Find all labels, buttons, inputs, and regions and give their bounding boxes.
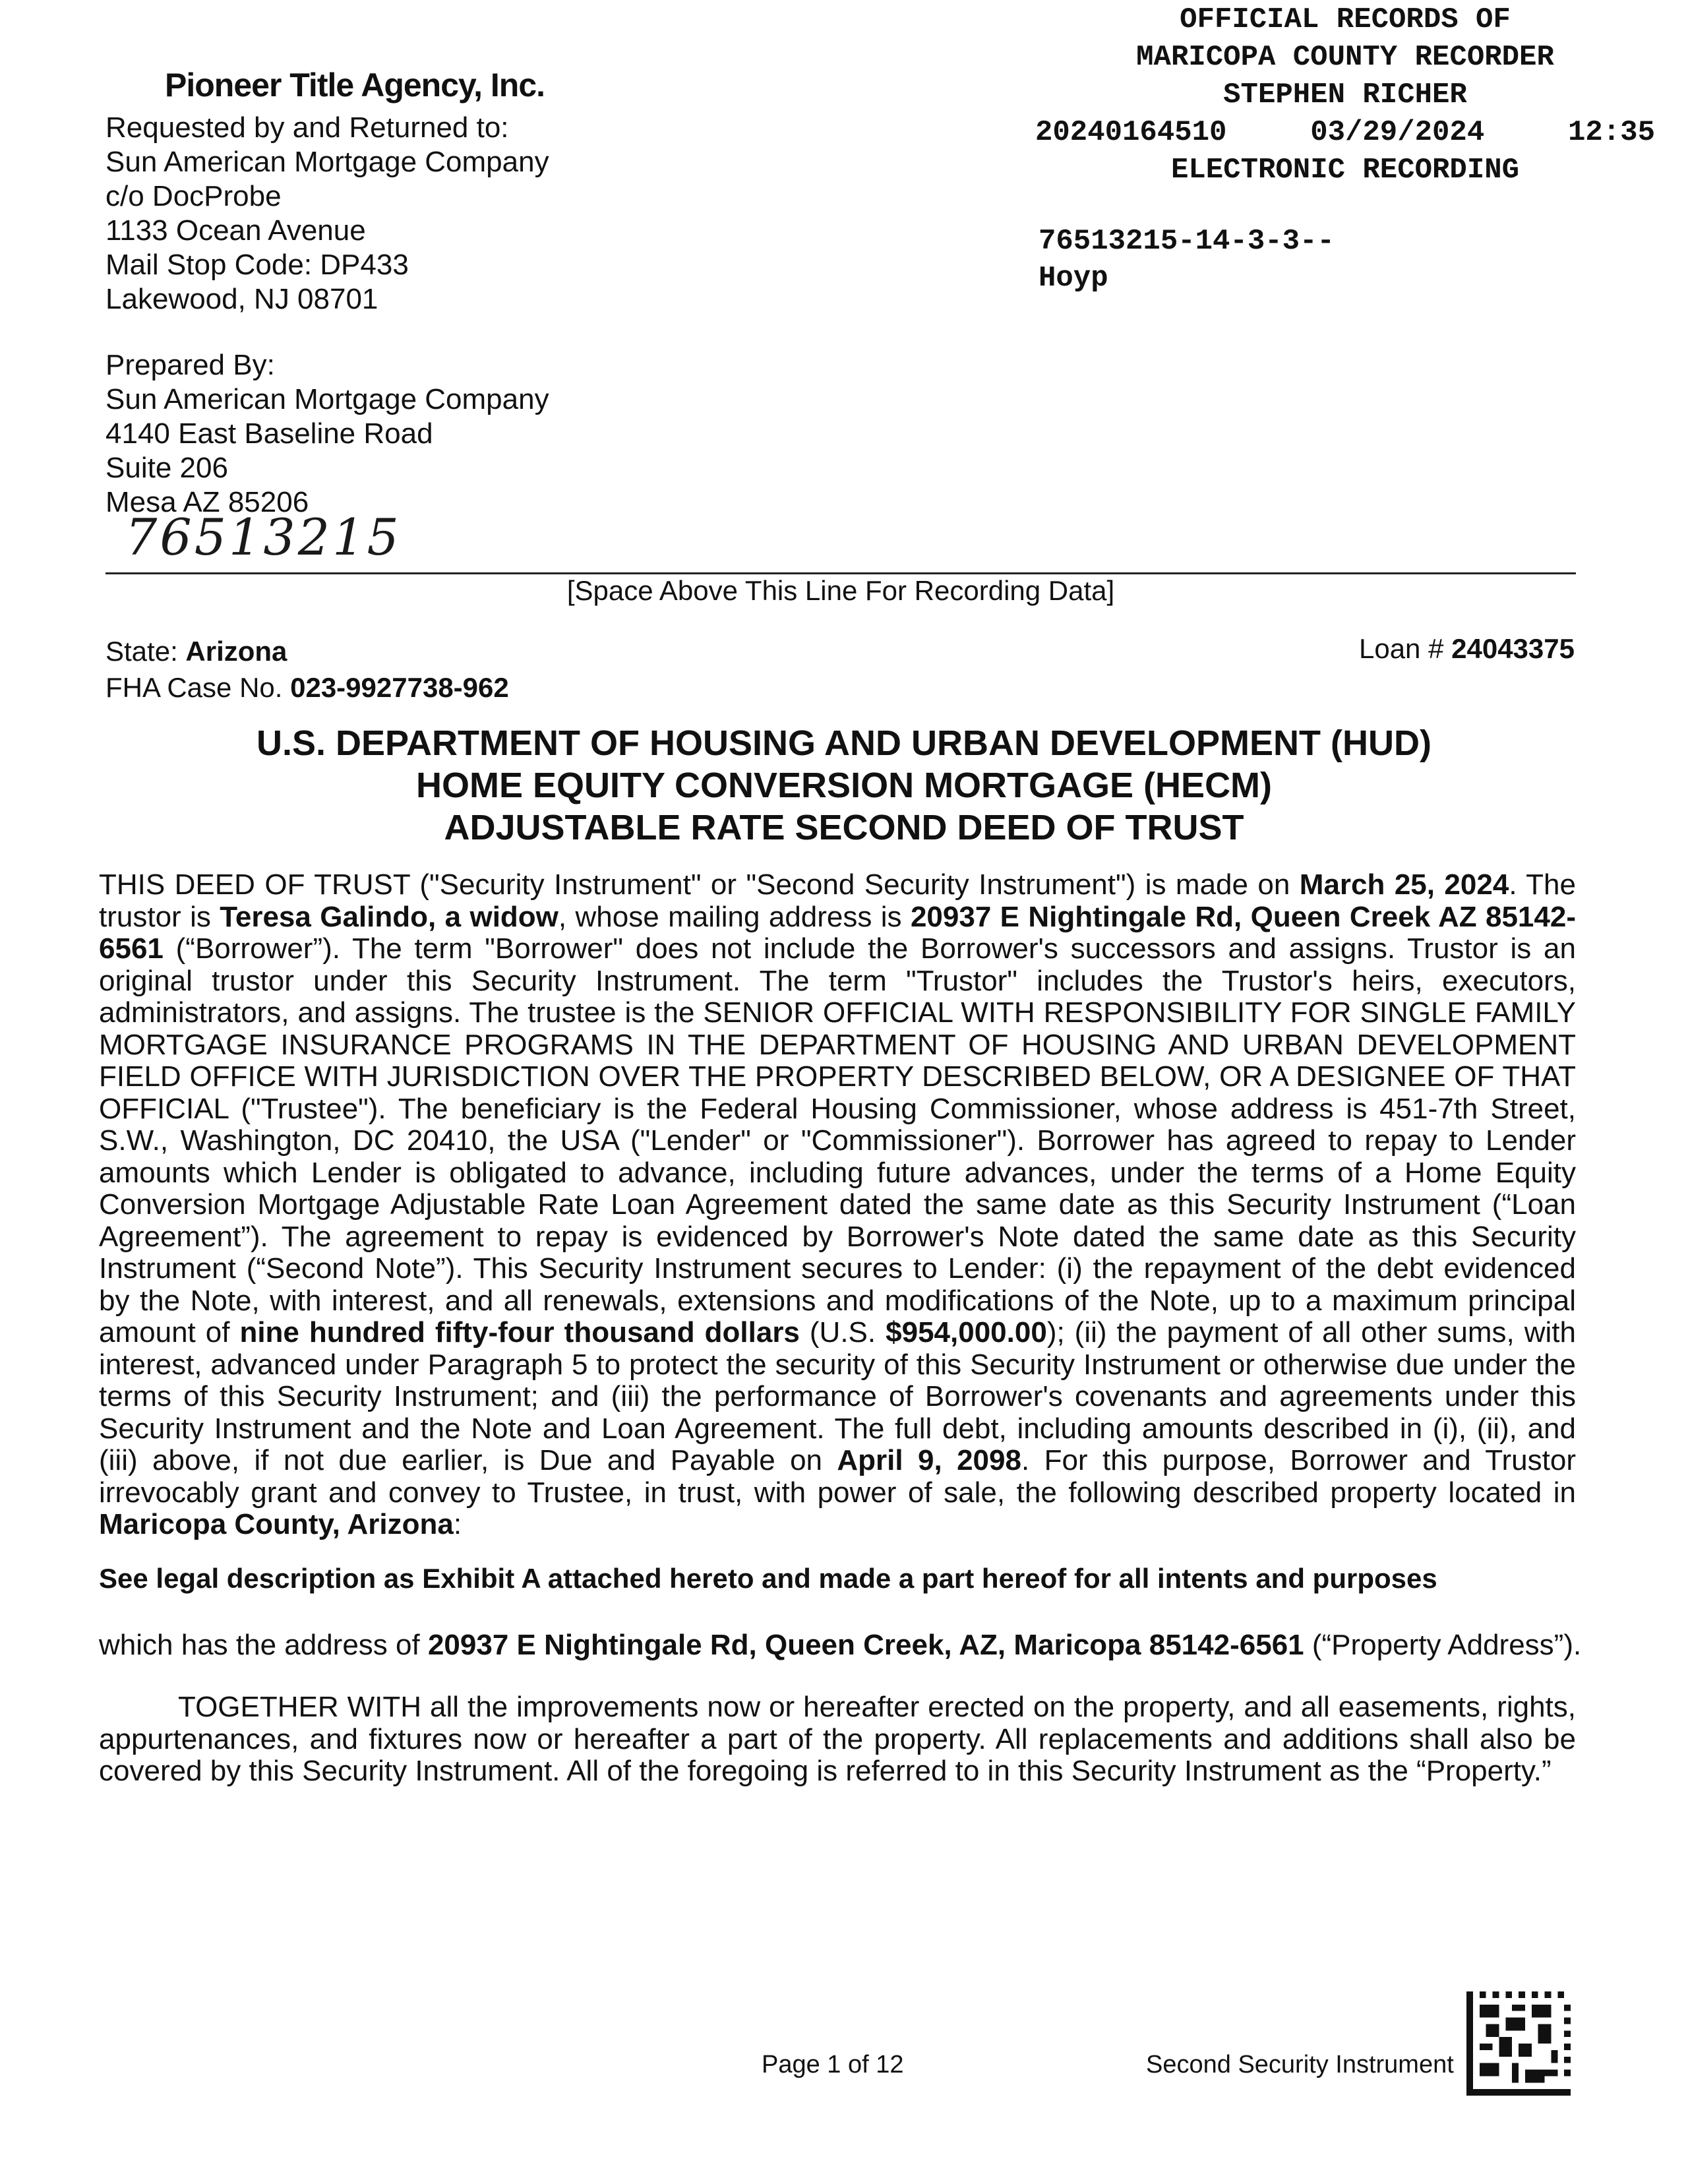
returned-to-line: Requested by and Returned to: bbox=[106, 111, 509, 144]
returned-to-line: Sun American Mortgage Company bbox=[106, 146, 549, 178]
returned-to-line: c/o DocProbe bbox=[106, 180, 282, 212]
fha-label: FHA Case No. bbox=[106, 672, 291, 703]
document-number: 20240164510 bbox=[1035, 116, 1227, 149]
body-text: , whose mailing address is bbox=[558, 900, 911, 933]
state-fha-block bbox=[106, 633, 509, 706]
returned-to-line: Mail Stop Code: DP433 bbox=[106, 249, 409, 281]
trustor-name: Teresa Galindo, a widow bbox=[220, 900, 558, 933]
agency-name: Pioneer Title Agency, Inc. bbox=[165, 67, 545, 104]
body-text: which has the address of bbox=[99, 1629, 428, 1661]
due-date: April 9, 2098 bbox=[837, 1444, 1021, 1476]
county: Maricopa County, Arizona bbox=[99, 1508, 454, 1540]
body-text: . For this purpose, Borrower and Trustor irrevocably grant and convey to Trustee, in trust, with power of sale, the following described property located in bbox=[99, 1444, 1576, 1509]
state-line bbox=[106, 633, 509, 669]
prepared-by-line: Sun American Mortgage Company bbox=[106, 383, 549, 415]
body-text: . The trustor is bbox=[99, 868, 1576, 933]
recorder-line: ELECTRONIC RECORDING bbox=[1170, 154, 1520, 187]
fha-line bbox=[106, 669, 509, 706]
amount-numeric: $954,000.00 bbox=[886, 1316, 1047, 1349]
body-text: : bbox=[453, 1508, 462, 1540]
handwritten-file-number: 76513215 bbox=[125, 508, 402, 566]
body-text: (U.S. bbox=[799, 1316, 886, 1349]
recorder-stamp bbox=[1035, 1, 1655, 189]
body-text: (“Borrower”). The term "Borrower" does not include the Borrower's successors and assigns. Trustor is an original trustor under this Security Instrument. The term "Trustor" includes the Trustor's heirs, executors, administrators, and assigns. The trustee is the SENIOR OFFICIAL WITH RESPONSIBILITY FOR SINGLE FAMILY MORTGAGE INSURANCE PROGRAMS IN THE DEPARTMENT OF HOUSING AND URBAN DEVELOPMENT FIELD OFFICE WITH JURISDICTION OVER THE PROPERTY DESCRIBED BELOW, OR A DESIGNEE OF THAT OFFICIAL ("Trustee"). The beneficiary is the Federal Housing Commissioner, whose address is 451-7th Street, S.W., Washington, DC 20410, the USA ("Lender" or "Commissioner"). Borrower has agreed to repay to Lender amounts which Lender is obligated to advance, including future advances, under the terms of a Home Equity Conversion Mortgage Adjustable Rate Loan Agreement dated the same date as this Security Instrument (“Loan Agreement”). The agreement to repay is evidenced by Borrower's Note dated the same date as this Security Instrument (“Second Note”). This Security Instrument secures to Lender: (i) the repayment of the debt evidenced by the Note, with interest, and all renewals, extensions and modifications of the Note, up to a maximum principal amount of bbox=[99, 932, 1576, 1349]
body-text: (“Property Address”). bbox=[1304, 1629, 1582, 1661]
recording-date: 03/29/2024 bbox=[1310, 116, 1485, 149]
recorder-line: STEPHEN RICHER bbox=[1223, 78, 1467, 111]
title-line: HOME EQUITY CONVERSION MORTGAGE (HECM) bbox=[415, 766, 1273, 805]
returned-to-block bbox=[106, 111, 549, 317]
together-with-paragraph bbox=[99, 1691, 1576, 1788]
recording-time: 12:35 bbox=[1567, 116, 1655, 149]
reference-number: 76513215-14-3-3-- bbox=[1039, 225, 1335, 258]
property-address: 20937 E Nightingale Rd, Queen Creek, AZ, Maricopa 85142-6561 bbox=[427, 1629, 1304, 1661]
returned-to-line: 1133 Ocean Avenue bbox=[106, 214, 366, 247]
reference-block bbox=[1039, 223, 1335, 297]
opening-paragraph bbox=[99, 869, 1576, 1541]
page-number: Page 1 of 12 bbox=[762, 2051, 904, 2078]
loan-number-line bbox=[1359, 633, 1575, 665]
barcode-icon bbox=[1465, 1991, 1572, 2096]
recorder-line: OFFICIAL RECORDS OF bbox=[1180, 3, 1511, 36]
title-line: U.S. DEPARTMENT OF HOUSING AND URBAN DEVELOPMENT (HUD) bbox=[256, 723, 1432, 763]
recording-divider bbox=[106, 572, 1576, 574]
recorder-line: MARICOPA COUNTY RECORDER bbox=[1136, 41, 1554, 74]
prepared-by-block bbox=[106, 348, 549, 520]
body-text: ); (ii) the payment of all other sums, with interest, advanced under Paragraph 5 to protect the security of this Security Instrument or otherwise due under the terms of this Security Instrument; and (iii) the performance of Borrower's covenants and agreements under this Security Instrument and the Note and Loan Agreement. The full debt, including amounts described in (i), (ii), and (iii) above, if not due earlier, is Due and Payable on bbox=[99, 1316, 1576, 1476]
prepared-by-line: 4140 East Baseline Road bbox=[106, 417, 433, 450]
property-address-line bbox=[99, 1629, 1581, 1662]
together-text: TOGETHER WITH all the improvements now or hereafter erected on the property, and all easements, rights, appurtenances, and fixtures now or hereafter a part of the property. All replacements and additions shall also be covered by this Security Instrument. All of the foregoing is referred to in this Security Instrument as the “Property.” bbox=[99, 1691, 1576, 1787]
clerk-code: Hoyp bbox=[1039, 262, 1108, 295]
recording-info-row bbox=[1035, 114, 1655, 152]
document-title bbox=[106, 722, 1582, 849]
amount-words: nine hundred fifty-four thousand dollars bbox=[239, 1316, 800, 1349]
title-line: ADJUSTABLE RATE SECOND DEED OF TRUST bbox=[444, 808, 1244, 847]
fha-case-number: 023-9927738-962 bbox=[290, 672, 509, 703]
date-made: March 25, 2024 bbox=[1299, 868, 1509, 901]
prepared-by-line: Suite 206 bbox=[106, 452, 228, 484]
space-above-note: [Space Above This Line For Recording Data] bbox=[566, 575, 1115, 606]
body-text: THIS DEED OF TRUST ("Security Instrument" or "Second Security Instrument") is made on bbox=[99, 868, 1300, 901]
loan-number: 24043375 bbox=[1451, 633, 1575, 664]
mailing-address: 20937 E Nightingale Rd, Queen Creek AZ 85142-6561 bbox=[99, 900, 1576, 965]
returned-to-line: Lakewood, NJ 08701 bbox=[106, 283, 378, 315]
prepared-by-line: Prepared By: bbox=[106, 349, 275, 381]
loan-label: Loan # bbox=[1358, 633, 1452, 664]
deed-body bbox=[99, 869, 1576, 1541]
prepared-by-line: Mesa AZ 85206 bbox=[106, 486, 309, 518]
footer-label: Second Security Instrument bbox=[1146, 2051, 1454, 2078]
state-value: Arizona bbox=[185, 636, 287, 667]
legal-description: See legal description as Exhibit A attached hereto and made a part hereof for all intents and purposes bbox=[99, 1563, 1437, 1594]
state-label: State: bbox=[106, 636, 186, 667]
